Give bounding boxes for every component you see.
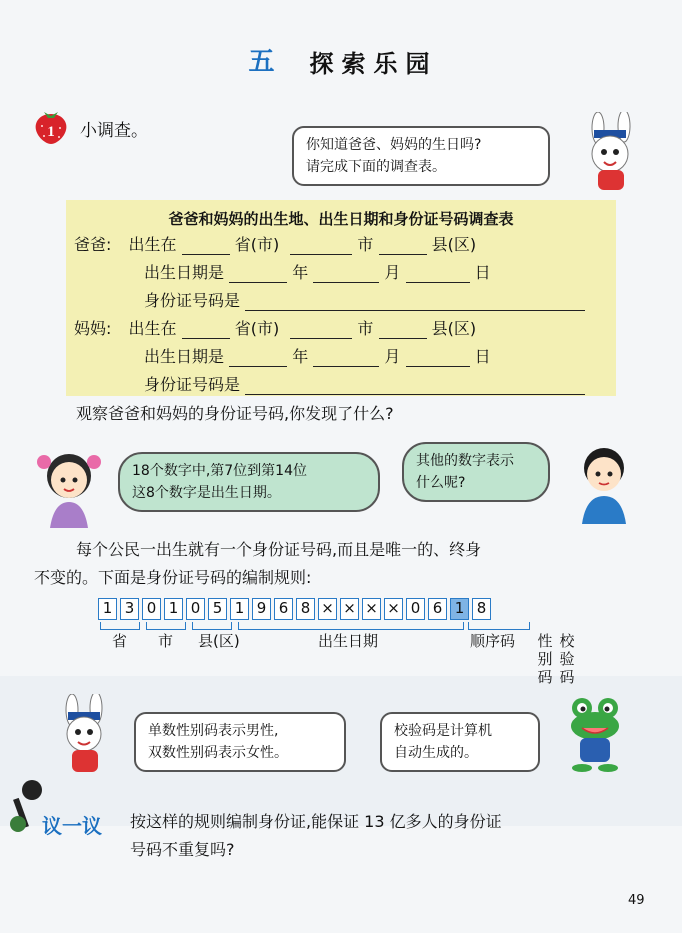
id-digit: 3	[120, 598, 139, 620]
month-blank[interactable]	[313, 347, 379, 367]
county-blank[interactable]	[379, 235, 427, 255]
id-digit: 0	[186, 598, 205, 620]
rabbit-teacher-illustration	[574, 112, 646, 194]
girl-illustration	[34, 442, 104, 528]
county-label: 县(区)	[431, 235, 477, 254]
province-label: 省(市)	[234, 319, 280, 338]
frog-illustration	[560, 694, 630, 774]
year-blank[interactable]	[229, 347, 287, 367]
province-label: 省(市)	[234, 235, 280, 254]
label-city: 市	[158, 632, 174, 650]
section-badge: 1	[47, 124, 55, 140]
county-label: 县(区)	[431, 319, 477, 338]
bubble-line: 自动生成的。	[394, 745, 478, 761]
mother-id-row	[144, 372, 585, 396]
bubble-line: 双数性别码表示女性。	[148, 745, 288, 761]
label-province: 省	[112, 632, 128, 650]
chapter-number: 五	[248, 46, 275, 76]
county-bracket	[192, 622, 232, 630]
label-county: 县(区)	[198, 632, 240, 650]
id-digit: 9	[252, 598, 271, 620]
month-label: 月	[384, 347, 401, 366]
id-digit: ×	[362, 598, 381, 620]
question-text: 观察爸爸和妈妈的身份证号码,你发现了什么?	[76, 404, 394, 423]
boy-illustration	[570, 438, 638, 524]
id-number-blank[interactable]	[245, 291, 585, 311]
mother-label: 妈妈:	[74, 319, 112, 338]
label-gender: 性 别 码	[537, 632, 553, 686]
bubble-line: 你知道爸爸、妈妈的生日吗?	[306, 137, 482, 153]
city-blank[interactable]	[290, 235, 352, 255]
birth-date-label: 出生日期是	[144, 347, 225, 366]
page-title	[0, 44, 682, 79]
id-digit: 1	[98, 598, 117, 620]
year-label: 年	[292, 347, 309, 366]
intro-line: 每个公民一出生就有一个身份证号码,而且是唯一的、终身	[76, 540, 482, 559]
intro-line: 不变的。下面是身份证号码的编制规则:	[34, 568, 312, 587]
discuss-line: 号码不重复吗?	[130, 840, 235, 859]
bubble-line: 18个数字中,第7位到第14位	[132, 463, 307, 479]
county-blank[interactable]	[379, 319, 427, 339]
day-blank[interactable]	[406, 347, 470, 367]
id-digit: 1	[164, 598, 183, 620]
speech-bubble-girl	[118, 452, 380, 512]
sequence-bracket	[468, 622, 530, 630]
speech-bubble-rabbit-2	[134, 712, 346, 772]
day-blank[interactable]	[406, 263, 470, 283]
born-in-label: 出生在	[128, 235, 177, 254]
id-digit-gender: 1	[450, 598, 469, 620]
bubble-line: 单数性别码表示男性,	[148, 723, 279, 739]
year-blank[interactable]	[229, 263, 287, 283]
bubble-line: 其他的数字表示	[416, 453, 514, 469]
province-bracket	[100, 622, 140, 630]
city-bracket	[146, 622, 186, 630]
city-blank[interactable]	[290, 319, 352, 339]
month-label: 月	[384, 263, 401, 282]
birth-date-label: 出生日期是	[144, 263, 225, 282]
intro-paragraph	[34, 536, 636, 592]
id-number-blank[interactable]	[245, 375, 585, 395]
id-digit: 6	[274, 598, 293, 620]
speech-bubble-boy	[402, 442, 550, 502]
father-birthdate-row	[144, 260, 491, 284]
year-label: 年	[292, 263, 309, 282]
rabbit-teacher-illustration	[52, 694, 118, 776]
survey-title: 爸爸和妈妈的出生地、出生日期和身份证号码调查表	[168, 210, 514, 228]
bubble-line: 请完成下面的调查表。	[306, 159, 446, 175]
survey-form	[66, 200, 616, 396]
bubble-line: 校验码是计算机	[394, 723, 492, 739]
id-digit: 0	[406, 598, 425, 620]
page-number: 49	[628, 893, 645, 908]
born-in-label: 出生在	[128, 319, 177, 338]
province-blank[interactable]	[182, 319, 230, 339]
discuss-label: 议一议	[42, 814, 102, 838]
city-label: 市	[357, 235, 374, 254]
id-digit: ×	[318, 598, 337, 620]
bubble-line: 什么呢?	[416, 475, 466, 491]
id-number-label: 身份证号码是	[144, 375, 241, 394]
province-blank[interactable]	[182, 235, 230, 255]
speech-bubble-frog	[380, 712, 540, 772]
chapter-title: 探索乐园	[309, 50, 438, 78]
father-label: 爸爸:	[74, 235, 112, 254]
mother-birthdate-row	[144, 344, 491, 368]
label-sequence: 顺序码	[470, 632, 516, 650]
label-birth-date: 出生日期	[318, 632, 379, 650]
father-id-row	[144, 288, 585, 312]
day-label: 日	[474, 347, 491, 366]
discuss-line: 按这样的规则编制身份证,能保证 13 亿多人的身份证	[130, 812, 502, 831]
speech-bubble-rabbit	[292, 126, 550, 186]
birth-date-bracket	[238, 622, 464, 630]
discuss-text	[130, 808, 640, 864]
month-blank[interactable]	[313, 263, 379, 283]
bubble-line: 这8个数字是出生日期。	[132, 485, 281, 501]
id-digit: 6	[428, 598, 447, 620]
id-digit: ×	[340, 598, 359, 620]
city-label: 市	[357, 319, 374, 338]
section-label: 小调查。	[80, 121, 148, 141]
id-number-example	[98, 598, 494, 622]
id-number-label: 身份证号码是	[144, 291, 241, 310]
label-check: 校 验 码	[559, 632, 575, 686]
id-digit: 1	[230, 598, 249, 620]
id-digit: 8	[472, 598, 491, 620]
id-digit: 0	[142, 598, 161, 620]
strawberry-icon	[32, 106, 70, 146]
day-label: 日	[474, 263, 491, 282]
id-digit: 8	[296, 598, 315, 620]
id-digit: 5	[208, 598, 227, 620]
mother-birthplace-row	[74, 316, 476, 340]
father-birthplace-row	[74, 232, 476, 256]
id-digit: ×	[384, 598, 403, 620]
